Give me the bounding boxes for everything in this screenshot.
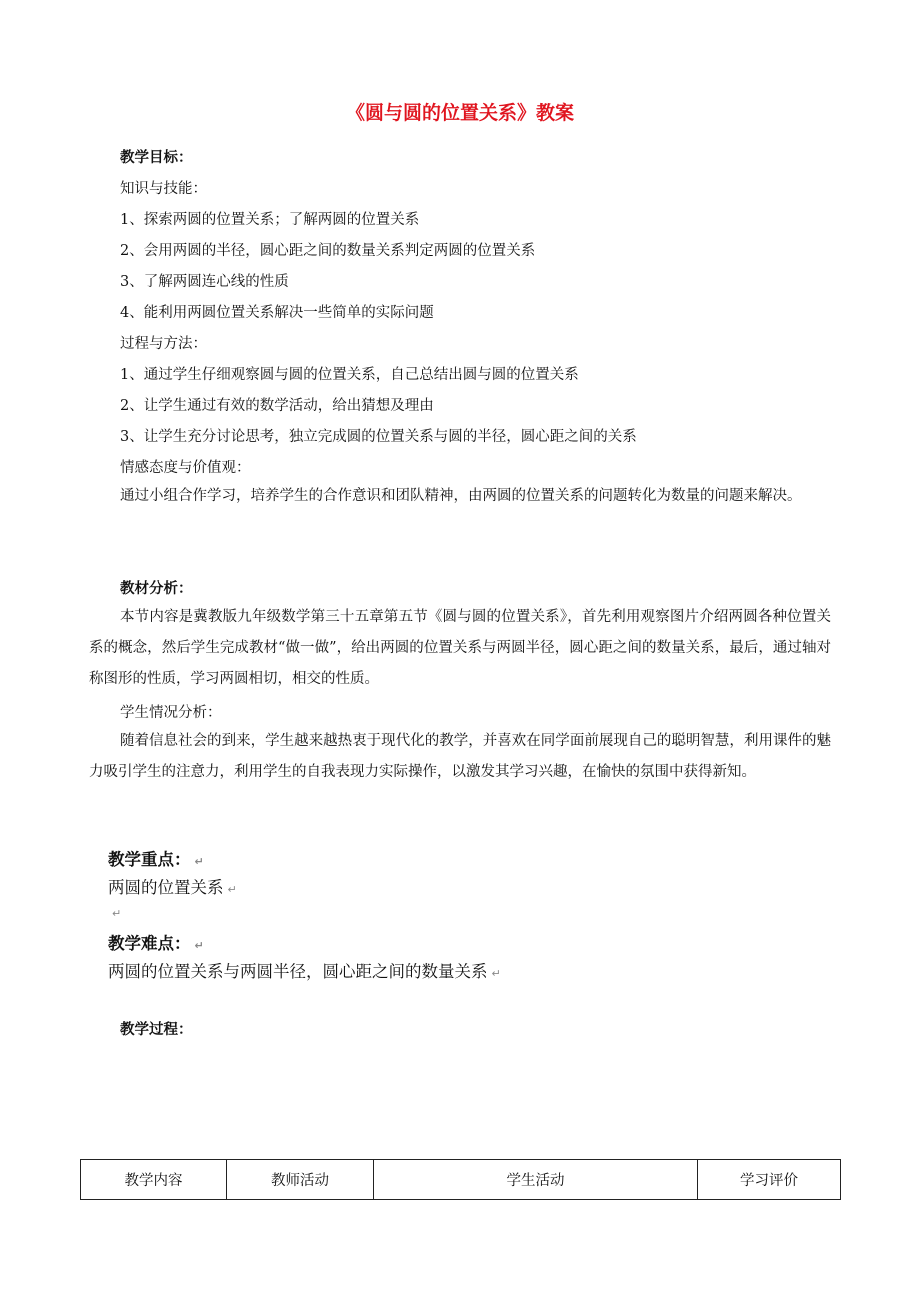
lesson-table [80,1159,841,1200]
process-item: 1、通过学生仔细观察圆与圆的位置关系，自己总结出圆与圆的位置关系 [120,367,579,383]
process-section-heading: 教学过程： [120,1022,193,1038]
table-header-cell: 教学内容 [81,1160,227,1200]
table-header-cell: 学习评价 [698,1160,841,1200]
return-mark-icon: ↵ [112,907,122,920]
key-point-heading: 教学重点： ↵ [108,850,204,869]
material-paragraph: 本节内容是冀教版九年级数学第三十五章第五节《圆与圆的位置关系》，首先利用观察图片介绍两圆各种位置关系的概念，然后学生完成教材“做一做”，给出两圆的位置关系与两圆半径，圆心距之间的数量关系，最后，通过轴对称图形的性质，学习两圆相切，相交的性质。 [89,609,831,687]
knowledge-item: 3、了解两圆连心线的性质 [120,274,289,290]
document-title: 《圆与圆的位置关系》教案 [345,102,574,124]
students-heading: 学生情况分析： [120,705,222,721]
students-paragraph: 随着信息社会的到来，学生越来越热衷于现代化的教学，并喜欢在同学面前展现自己的聪明智慧，利用课件的魅力吸引学生的注意力，利用学生的自我表现力实际操作，以激发其学习兴趣，在愉快的氛围中获得新知。 [89,733,831,780]
knowledge-item: 1、探索两圆的位置关系；了解两圆的位置关系 [120,212,420,228]
return-mark-icon: ↵ [194,855,204,868]
process-item: 2、让学生通过有效的数学活动，给出猜想及理由 [120,398,434,414]
key-point-text: 两圆的位置关系 ↵ [108,878,237,897]
return-mark-icon: ↵ [491,967,501,980]
knowledge-heading: 知识与技能： [120,181,207,197]
return-mark-icon: ↵ [227,883,237,896]
attitude-heading: 情感态度与价值观： [120,460,251,476]
difficulty-heading: 教学难点： ↵ [108,934,204,953]
knowledge-item: 2、会用两圆的半径，圆心距之间的数量关系判定两圆的位置关系 [120,243,536,259]
objectives-heading: 教学目标： [120,150,193,166]
attitude-paragraph: 通过小组合作学习，培养学生的合作意识和团队精神，由两圆的位置关系的问题转化为数量的问题来解决。 [120,488,802,504]
process-heading: 过程与方法： [120,336,207,352]
process-item: 3、让学生充分讨论思考，独立完成圆的位置关系与圆的半径，圆心距之间的关系 [120,429,637,445]
table-header-row [81,1160,841,1200]
knowledge-item: 4、能利用两圆位置关系解决一些简单的实际问题 [120,305,434,321]
difficulty-text: 两圆的位置关系与两圆半径，圆心距之间的数量关系 ↵ [108,962,501,981]
return-mark-icon: ↵ [194,939,204,952]
table-header-cell: 学生活动 [374,1160,698,1200]
material-heading: 教材分析： [120,581,193,597]
blank-line [108,902,121,921]
table-header-cell: 教师活动 [227,1160,374,1200]
